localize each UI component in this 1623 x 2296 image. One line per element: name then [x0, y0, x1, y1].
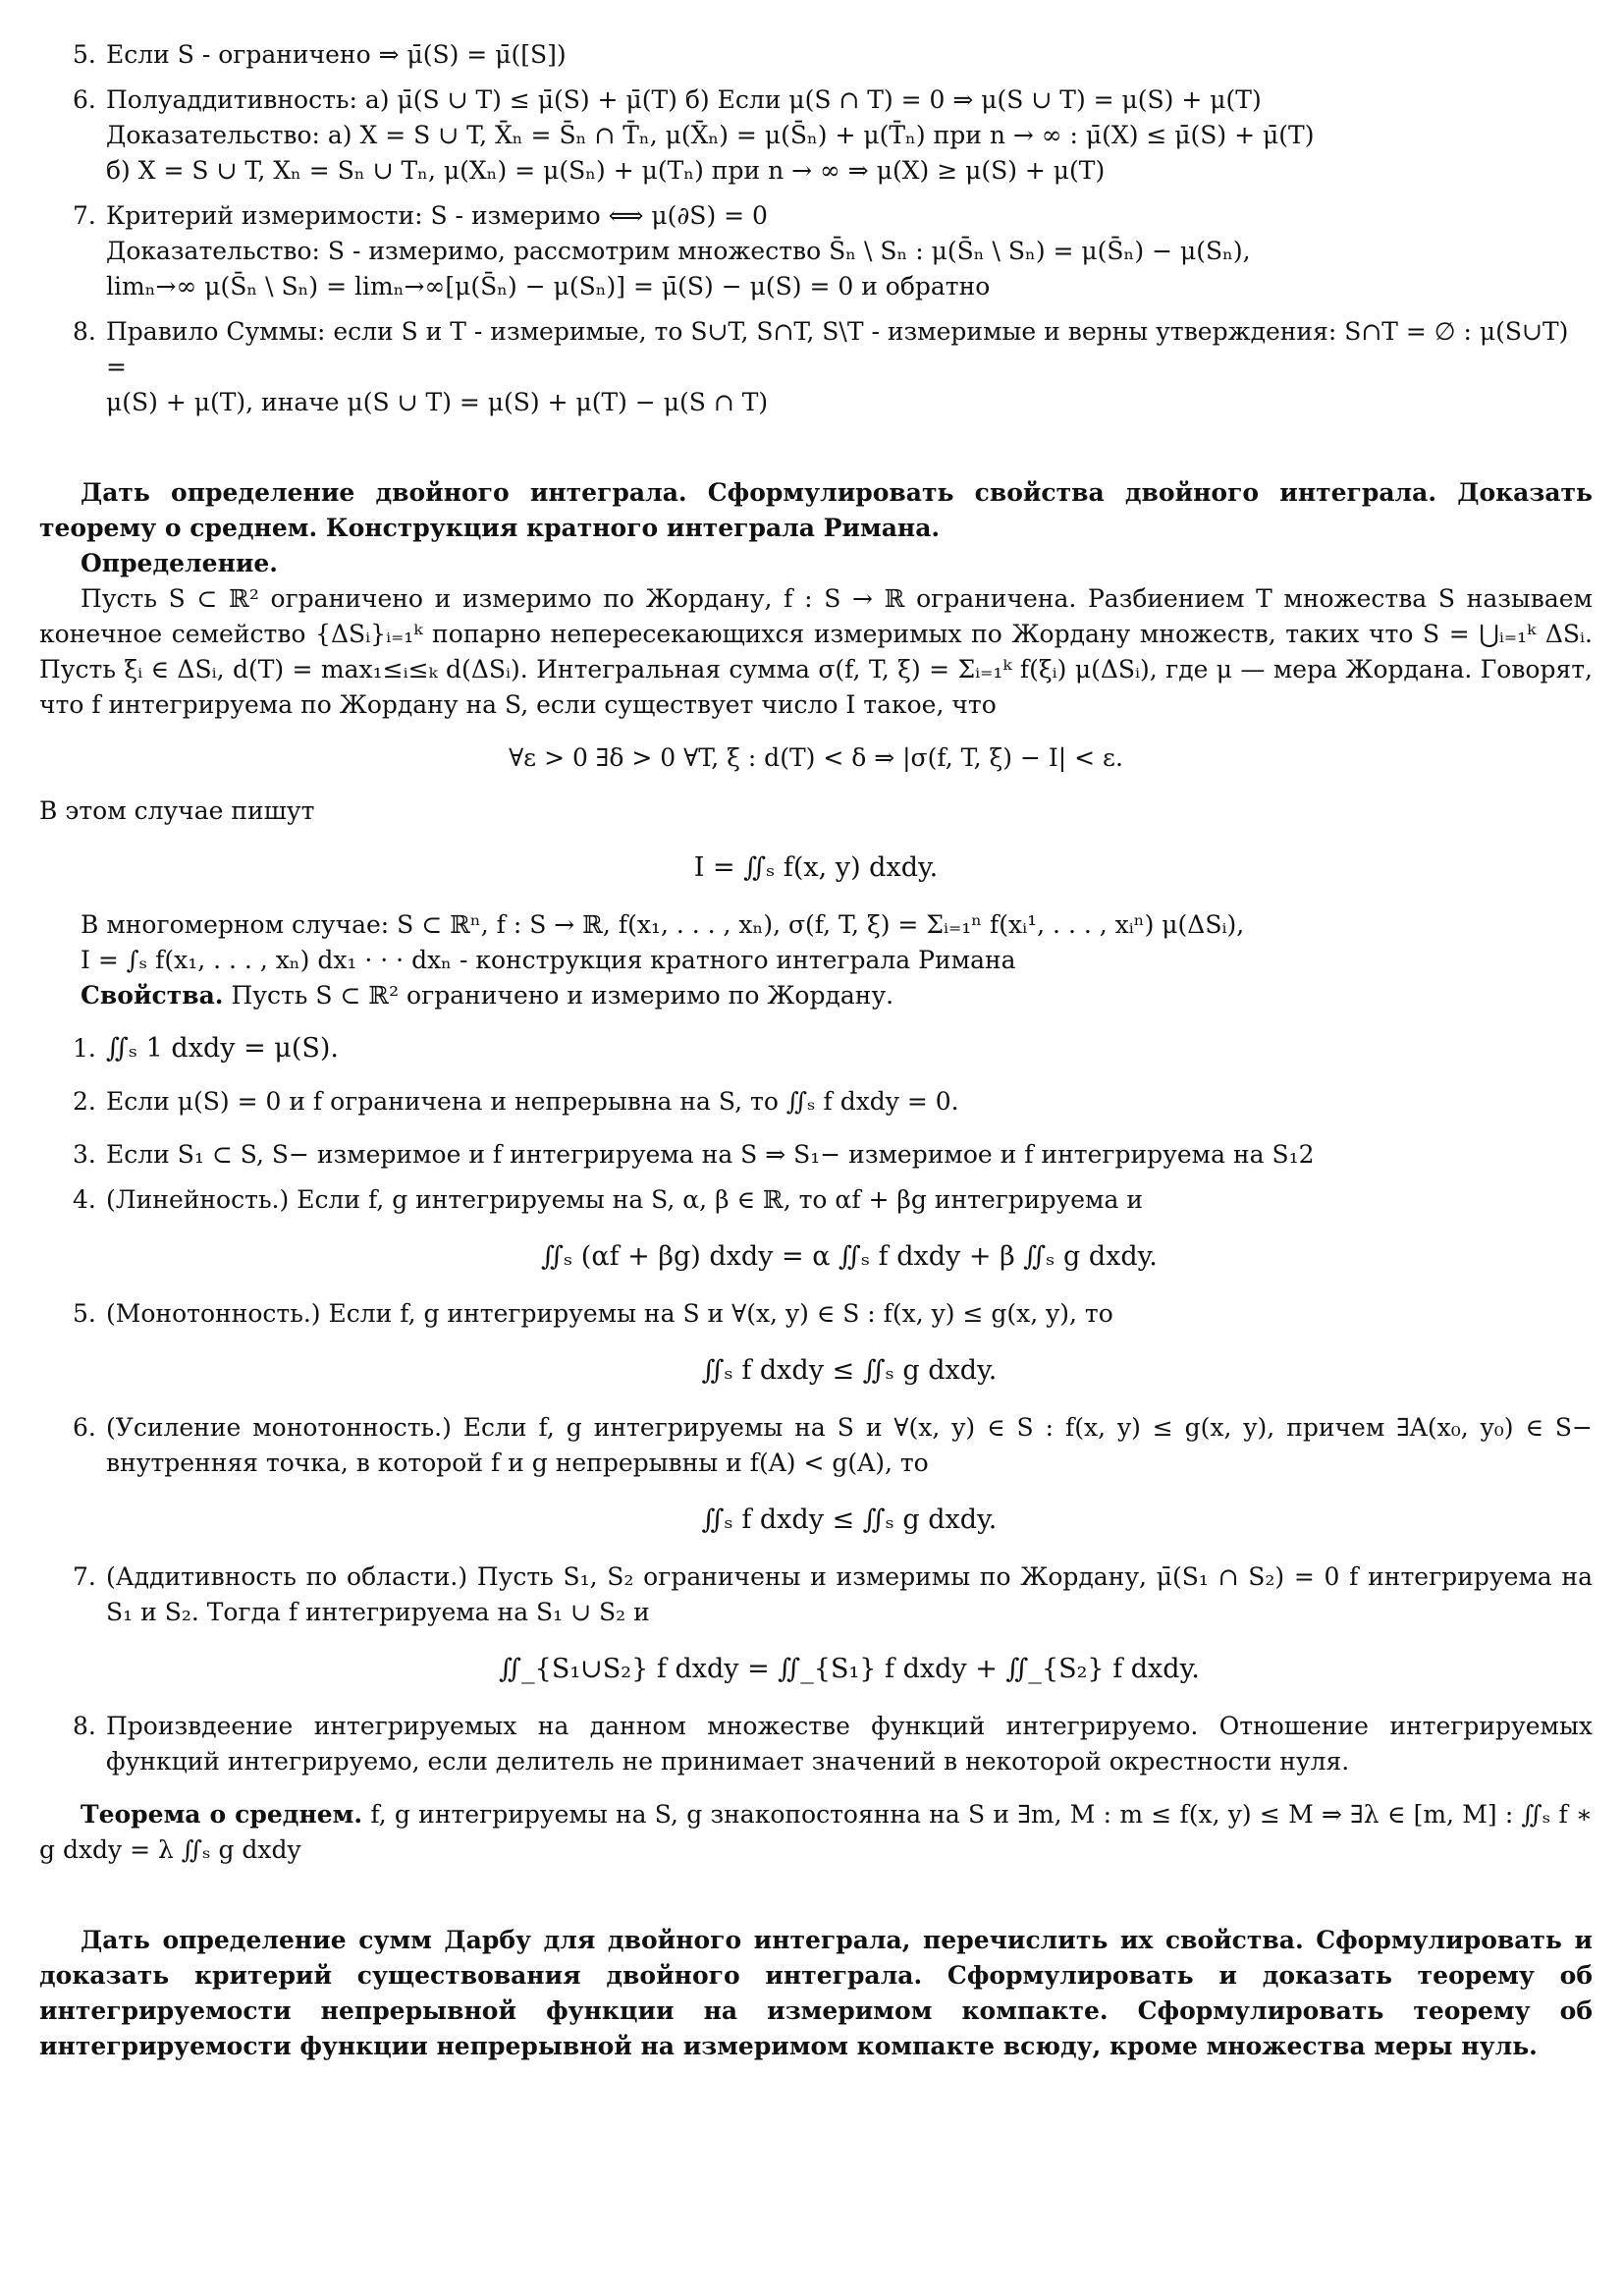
list-item-7	[39, 198, 1593, 304]
property-5	[39, 1296, 1593, 1389]
item-text: Полуаддитивность: а) μ̄(S ∪ T) ≤ μ̄(S) + μ̄(T) б) Если μ(S ∩ T) = 0 ⇒ μ(S ∪ T) = μ(S) + μ(T)	[106, 85, 1262, 114]
list-item-5	[39, 37, 1593, 73]
property-formula: ∬ₛ (αf + βg) dxdy = α ∬ₛ f dxdy + β ∬ₛ g dxdy.	[541, 1241, 1158, 1272]
property-2	[39, 1084, 1593, 1120]
properties-intro	[39, 978, 1593, 1013]
item-number: 7.	[73, 201, 96, 230]
property-text: Если S₁ ⊂ S, S− измеримое и f интегрируема на S ⇒ S₁− измеримое и f интегрируема на S₁2	[106, 1140, 1315, 1169]
item-number: 2.	[73, 1087, 96, 1116]
multidim-line-2: I = ∫ₛ f(x₁, . . . , xₙ) dx₁ · · · dxₙ - конструкция кратного интеграла Римана	[81, 946, 1016, 974]
property-text: ∬ₛ 1 dxdy = μ(S).	[106, 1033, 339, 1064]
item-number: 5.	[73, 1299, 96, 1328]
page	[39, 37, 1593, 2064]
list-item-8	[39, 314, 1593, 420]
item-number: 5.	[73, 40, 96, 69]
multidim-line-1: В многомерном случае: S ⊂ ℝⁿ, f : S → ℝ, f(x₁, . . . , xₙ), σ(f, T, ξ) = Σᵢ₌₁ⁿ f(xᵢ¹, . . . , xᵢⁿ) μ(ΔSᵢ),	[81, 910, 1245, 939]
proof-line-b: б) X = S ∪ T, Xₙ = Sₙ ∪ Tₙ, μ(Xₙ) = μ(Sₙ) + μ(Tₙ) при n → ∞ ⇒ μ(X) ≥ μ(S) + μ(T)	[106, 156, 1106, 185]
item-text-cont: μ(S) + μ(T), иначе μ(S ∪ T) = μ(S) + μ(T) − μ(S ∩ T)	[106, 388, 769, 416]
property-text: (Усиление монотонность.) Если f, g интегрируемы на S и ∀(x, y) ∈ S : f(x, y) ≤ g(x, y), причем ∃A(x₀, y₀) ∈ S− внутренняя точка, в которой f и g непрерывны и f(A) < g(A), то	[106, 1413, 1593, 1477]
measure-properties-list	[39, 37, 1593, 420]
proof-line-a: Доказательство: а) X = S ∪ T, X̄ₙ = S̄ₙ ∩ T̄ₙ, μ(X̄ₙ) = μ(S̄ₙ) + μ(T̄ₙ) при n → ∞ : μ̄(X) ≤ μ̄(S) + μ̄(T)	[106, 121, 1315, 149]
property-text: Произвдеение интегрируемых на данном множестве функций интегрируемо. Отношение интегрируемых функций интегрируемо, если делитель не принимает значений в некоторой окрестности нуля.	[106, 1712, 1593, 1776]
mean-value-theorem	[39, 1797, 1593, 1868]
properties-text: Пусть S ⊂ ℝ² ограничено и измеримо по Жордану.	[231, 981, 894, 1010]
case-formula: I = ∬ₛ f(x, y) dxdy.	[693, 852, 939, 883]
property-text: (Аддитивность по области.) Пусть S₁, S₂ ограничены и измеримы по Жордану, μ̄(S₁ ∩ S₂) = 0 f интегрируема на S₁ и S₂. Тогда f интегрируема на S₁ ∪ S₂ и	[106, 1562, 1593, 1626]
item-text: Если S - ограничено ⇒ μ̄(S) = μ̄([S])	[106, 40, 567, 69]
item-number: 1.	[73, 1034, 96, 1063]
property-text: (Монотонность.) Если f, g интегрируемы на S и ∀(x, y) ∈ S : f(x, y) ≤ g(x, y), то	[106, 1299, 1113, 1328]
property-1	[39, 1031, 1593, 1066]
property-4	[39, 1182, 1593, 1275]
properties-label: Свойства.	[81, 981, 224, 1010]
property-text: Если μ(S) = 0 и f ограничена и непрерывна на S, то ∬ₛ f dxdy = 0.	[106, 1087, 959, 1116]
item-number: 6.	[73, 1413, 96, 1442]
item-number: 7.	[73, 1562, 96, 1591]
definition-text: Пусть S ⊂ ℝ² ограничено и измеримо по Жордану, f : S → ℝ ограничена. Разбиением T множества S называем конечное семейство {ΔSᵢ}ᵢ₌₁ᵏ попарно непересекающихся измеримых по Жордану множеств, таких что S = ⋃ᵢ₌₁ᵏ ΔSᵢ. Пусть ξᵢ ∈ ΔSᵢ, d(T) = max₁≤ᵢ≤ₖ d(ΔSᵢ). Интегральная сумма σ(f, T, ξ) = Σᵢ₌₁ᵏ f(ξᵢ) μ(ΔSᵢ), где μ — мера Жордана. Говорят, что f интегрируема по Жордану на S, если существует число I такое, что	[39, 584, 1594, 719]
theorem-label: Теорема о среднем.	[81, 1800, 363, 1829]
definition-formula: ∀ε > 0 ∃δ > 0 ∀T, ξ : d(T) < δ ⇒ |σ(f, T, ξ) − I| < ε.	[509, 743, 1123, 772]
proof-line-2: limₙ→∞ μ(S̄ₙ \ Sₙ) = limₙ→∞[μ(S̄ₙ) − μ(Sₙ)] = μ̄(S) − μ(S) = 0 и обратно	[106, 272, 991, 301]
item-number: 3.	[73, 1140, 96, 1169]
property-formula: ∬ₛ f dxdy ≤ ∬ₛ g dxdy.	[701, 1355, 998, 1386]
theorem-text: f, g интегрируемы на S, g знакопостоянна на S и ∃m, M : m ≤ f(x, y) ≤ M ⇒ ∃λ ∈ [m, M] : ∬ₛ f ∗ g dxdy = λ ∬ₛ g dxdy	[39, 1800, 1594, 1864]
property-7	[39, 1559, 1593, 1687]
property-3	[39, 1137, 1593, 1173]
property-8	[39, 1709, 1593, 1779]
property-formula: ∬ₛ f dxdy ≤ ∬ₛ g dxdy.	[701, 1504, 998, 1535]
section-heading-darboux: Дать определение сумм Дарбу для двойного интеграла, перечислить их свойства. Сформулировать и доказать критерий существования двойного интеграла. Сформулировать и доказать теорему об интегрируемости непрерывной функции на измеримом компакте. Сформулировать теорему об интегрируемости функции непрерывной на измеримом компакте всюду, кроме множества меры нуль.	[39, 1926, 1593, 2060]
item-number: 4.	[73, 1185, 96, 1214]
property-text: (Линейность.) Если f, g интегрируемы на S, α, β ∈ ℝ, то αf + βg интегрируема и	[106, 1185, 1143, 1214]
section-heading-double-integral: Дать определение двойного интеграла. Сформулировать свойства двойного интеграла. Доказать теорему о среднем. Конструкция кратного интеграла Римана.	[39, 478, 1593, 542]
item-number: 6.	[73, 85, 96, 114]
integral-properties-list	[39, 1031, 1593, 1779]
item-number: 8.	[73, 317, 96, 346]
case-text: В этом случае пишут	[39, 796, 315, 825]
list-item-6	[39, 82, 1593, 189]
definition-label: Определение.	[81, 549, 279, 577]
proof-line-1: Доказательство: S - измеримо, рассмотрим множество S̄ₙ \ Sₙ : μ(S̄ₙ \ Sₙ) = μ(S̄ₙ) − μ(Sₙ),	[106, 237, 1251, 265]
property-formula: ∬_{S₁∪S₂} f dxdy = ∬_{S₁} f dxdy + ∬_{S₂} f dxdy.	[499, 1654, 1200, 1684]
property-6	[39, 1410, 1593, 1538]
item-text: Критерий измеримости: S - измеримо ⟺ μ(∂S) = 0	[106, 201, 768, 230]
item-number: 8.	[73, 1712, 96, 1740]
item-text: Правило Суммы: если S и T - измеримые, то S∪T, S∩T, S\T - измеримые и верны утверждения: S∩T = ∅ : μ(S∪T) =	[106, 317, 1569, 381]
